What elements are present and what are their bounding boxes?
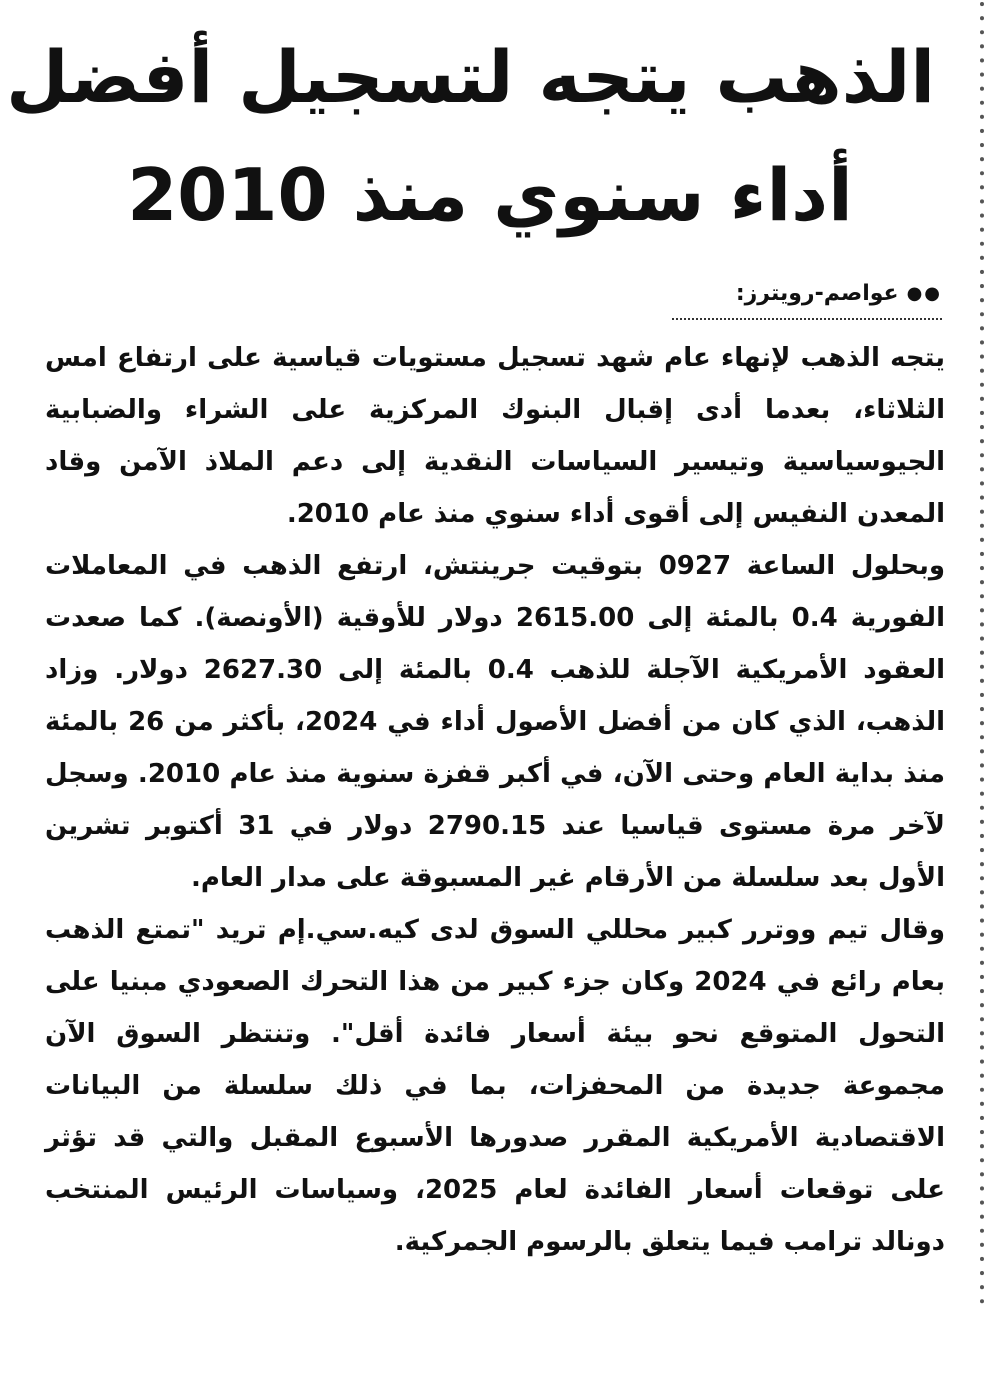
headline-line-1: الذهب يتجه لتسجيل أفضل <box>6 35 935 119</box>
paragraph-1: يتجه الذهب لإنهاء عام شهد تسجيل مستويات قياسية على ارتفاع امس الثلاثاء، بعدما أدى إقبال البنوك المركزية على الشراء والضبابية الجيوسياسية وتيسير السياسات النقدية إلى دعم الملاذ الآمن وقاد المعدن النفيس إلى أقوى أداء سنوي منذ عام 2010. <box>45 343 945 529</box>
paragraph-3: وقال تيم ووترر كبير محللي السوق لدى كيه.سي.إم تريد "تمتع الذهب بعام رائع في 2024 وكان جزء كبير من هذا التحرك الصعودي مبنيا على التحول المتوقع نحو بيئة أسعار فائدة أقل". وتنتظر السوق الآن مجموعة جديدة من المحفزات، بما في ذلك سلسلة من البيانات الاقتصادية الأمريكية المقرر صدورها الأسبوع المقبل والتي قد تؤثر على توقعات أسعار الفائدة لعام 2025، وسياسات الرئيس المنتخب دونالد ترامب فيما يتعلق بالرسوم الجمركية. <box>45 915 946 1257</box>
byline <box>672 268 942 320</box>
byline-bullets: ●● <box>906 282 942 304</box>
dotted-column-border <box>962 0 990 1310</box>
byline-source: عواصم-رويترز: <box>735 280 899 306</box>
article-body <box>45 332 945 1268</box>
headline-line-2: أداء سنوي منذ 2010 <box>127 153 853 237</box>
paragraph-2: وبحلول الساعة 0927 بتوقيت جرينتش، ارتفع الذهب في المعاملات الفورية 0.4 بالمئة إلى 2615.00 دولار للأوقية (الأونصة). كما صعدت العقود الأمريكية الآجلة للذهب 0.4 بالمئة إلى 2627.30 دولار. وزاد الذهب، الذي كان من أفضل الأصول أداء في 2024، بأكثر من 26 بالمئة منذ بداية العام وحتى الآن، في أكبر قفزة سنوية منذ عام 2010. وسجل لآخر مرة مستوى قياسيا عند 2790.15 دولار في 31 أكتوبر تشرين الأول بعد سلسلة من الأرقام غير المسبوقة على مدار العام. <box>45 551 946 893</box>
headline <box>6 18 935 254</box>
